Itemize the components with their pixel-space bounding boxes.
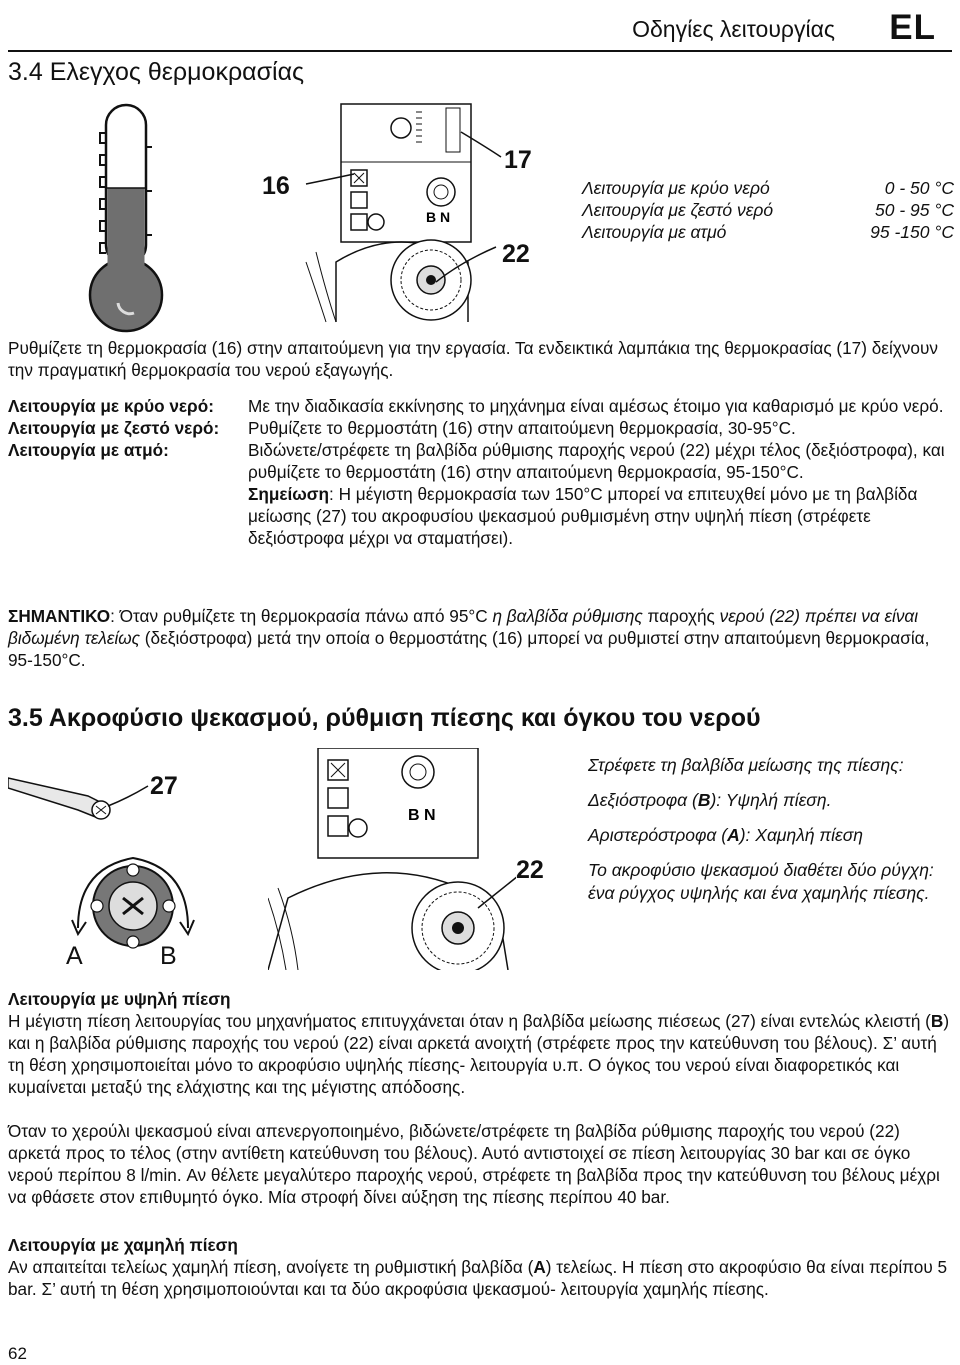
important-text-c: παροχής	[642, 606, 720, 626]
operation-modes-list	[8, 395, 952, 549]
page-number: 62	[8, 1344, 27, 1363]
temperature-intro-paragraph: Ρυθμίζετε τη θερμοκρασία (16) στην απαιτούμενη για την εργασία. Τα ενδεικτικά λαμπάκια της θερμοκρασίας (17) δείχνουν την πραγματική θερμοκρασία του νερού εξαγωγής.	[8, 338, 938, 380]
important-note	[8, 605, 952, 671]
header-title: Οδηγίες λειτουργίας	[632, 16, 835, 42]
important-text-b: η βαλβίδα ρύθμισης	[492, 606, 643, 626]
note-paragraph: Στρέφετε τη βαλβίδα μείωσης της πίεσης:	[588, 755, 904, 775]
note-paragraph: Αριστερόστροφα (A): Χαμηλή πίεση	[588, 825, 863, 845]
mode-text: Ρυθμίζετε το θερμοστάτη (16) στην απαιτούμενη θερμοκρασία, 30-95°C.	[248, 418, 796, 438]
mode-steam-text: Βιδώνετε/στρέφετε τη βαλβίδα ρύθμισης παροχής νερού (22) μέχρι τέλος (δεξιόστροφα), και ρυθμίζετε το θερμοστάτη (16) στην απαιτούμενη θερμοκρασία, 95-150°C.	[248, 440, 945, 482]
language-code: EL	[889, 8, 936, 47]
low-pressure-paragraph: Αν απαιτείται τελείως χαμηλή πίεση, ανοίγετε τη ρυθμιστική βαλβίδα (A) τελείως. Η πίεση στο ακροφύσιο θα είναι περίπου 5 bar. Σ’ αυτή τη θέση χρησιμοποιούνται και τα δύο ακροφύσια ψεκασμού- λειτουργία χαμηλής πίεσης.	[8, 1257, 948, 1299]
note-text: : Η μέγιστη θερμοκρασία των 150°C μπορεί να επιτευχθεί μόνο με τη βαλβίδα μείωσης (27) του ακροφυσίου ψεκασμού ρυθμισμένη στην υψηλή πίεση (στρέφετε δεξιόστροφα μέχρι να σταματήσει).	[248, 484, 918, 548]
direction-label-a: A	[66, 942, 83, 970]
note-paragraph: Το ακροφύσιο ψεκασμού διαθέτει δύο ρύγχη: ένα ρύγχος υψηλής και ένα χαμηλής πίεσης.	[588, 860, 934, 903]
range-row	[582, 221, 954, 243]
range-value: 95 -150 °C	[870, 222, 954, 242]
range-value: 50 - 95 °C	[875, 200, 954, 220]
direction-label-b: B	[160, 942, 177, 970]
thermometer-illustration	[88, 103, 198, 335]
note-paragraph: Δεξιόστροφα (B): Υψηλή πίεση.	[588, 790, 832, 810]
note-label: Σημείωση	[248, 484, 330, 504]
pressure-adjustment-notes	[588, 754, 950, 917]
mode-hot-water	[8, 417, 952, 439]
svg-text:B N: B N	[408, 807, 436, 824]
spray-nozzle-illustration	[8, 748, 208, 970]
range-label: Λειτουργία με ζεστό νερό	[582, 200, 774, 220]
figure-label-22: 22	[502, 240, 530, 268]
range-row	[582, 177, 954, 199]
temperature-range-table	[582, 177, 954, 243]
important-label: ΣΗΜΑΝΤΙΚΟ	[8, 606, 111, 626]
range-label: Λειτουργία με κρύο νερό	[582, 178, 770, 198]
figure-label-17: 17	[504, 146, 532, 174]
important-text-d: νερού (22) πρέπει να είναι βιδωμένη τελείως	[8, 606, 919, 648]
figure-label-27: 27	[150, 772, 178, 800]
mode-cold-water	[8, 395, 952, 417]
figure-label-22-detail: 22	[516, 856, 544, 884]
figure-label-16: 16	[262, 172, 290, 200]
header-rule	[8, 50, 952, 52]
section-3-5-title: 3.5 Ακροφύσιο ψεκασμού, ρύθμιση πίεσης και όγκου του νερού	[8, 704, 761, 732]
low-pressure-title: Λειτουργία με χαμηλή πίεση	[8, 1235, 238, 1255]
important-text-e: (δεξιόστροφα) μετά την οποία ο θερμοστάτης (16) μπορεί να ρυθμιστεί στην απαιτούμενη θερμοκρασία, 95-150°C.	[8, 628, 930, 670]
range-label: Λειτουργία με ατμό	[582, 222, 727, 242]
mode-label: Λειτουργία με κρύο νερό:	[8, 396, 214, 416]
high-pressure-paragraph-2: Όταν το χερούλι ψεκασμού είναι απενεργοποιημένο, βιδώνετε/στρέφετε τη βαλβίδα ρύθμισης παροχής του νερού (22) αρκετά προς το τέλος (στην αντίθετη κατεύθυνση του βέλους). Αυτό αντιστοιχεί σε πίεση λειτουργίας 30 bar και σε όγκο νερού περίπου 8 l/min. Αν θέλετε μεγαλύτερο παροχής νερού, στρέφετε τη βαλβίδα προς την κατεύθυνση του βέλους μέχρι να φθάσετε στον επιθυμητό όγκο. Μία στροφή δίνει αύξηση της πίεσης περίπου 40 bar.	[8, 1121, 940, 1207]
range-row	[582, 199, 954, 221]
mode-text	[248, 439, 952, 549]
mode-steam	[8, 439, 952, 549]
mode-label: Λειτουργία με ατμό:	[8, 440, 169, 460]
svg-text:B N: B N	[426, 209, 451, 225]
mode-label: Λειτουργία με ζεστό νερό:	[8, 418, 220, 438]
mode-text: Με την διαδικασία εκκίνησης το μηχάνημα είναι αμέσως έτοιμο για καθαρισμό με κρύο νερό.	[248, 396, 944, 416]
high-pressure-title: Λειτουργία με υψηλή πίεση	[8, 989, 231, 1009]
range-value: 0 - 50 °C	[884, 178, 954, 198]
callout-lines-3-4	[296, 102, 556, 324]
section-3-4-title: 3.4 Ελεγχος θερμοκρασίας	[8, 58, 305, 86]
high-pressure-paragraph-1: Η μέγιστη πίεση λειτουργίας του μηχανήματος επιτυγχάνεται όταν η βαλβίδα μείωσης πιέσεως (27) είναι εντελώς κλειστή (B) και η βαλβίδα ρύθμισης παροχής του νερού (22) είναι αρκετά ανοιχτή (στρέφετε προς την κατεύθυνση του βέλους). Σ’ αυτή τη θέση χρησιμοποιείται μόνο το ακροφύσιο υψηλής πίεσης- λειτουργία υ.π. Ο όγκος του νερού είναι διαφορετικός και κυμαίνεται μεταξύ της ελάχιστης και της μέγιστης απόδοσης.	[8, 1011, 950, 1097]
important-text-a: : Όταν ρυθμίζετε τη θερμοκρασία πάνω από 95°C	[110, 606, 493, 626]
